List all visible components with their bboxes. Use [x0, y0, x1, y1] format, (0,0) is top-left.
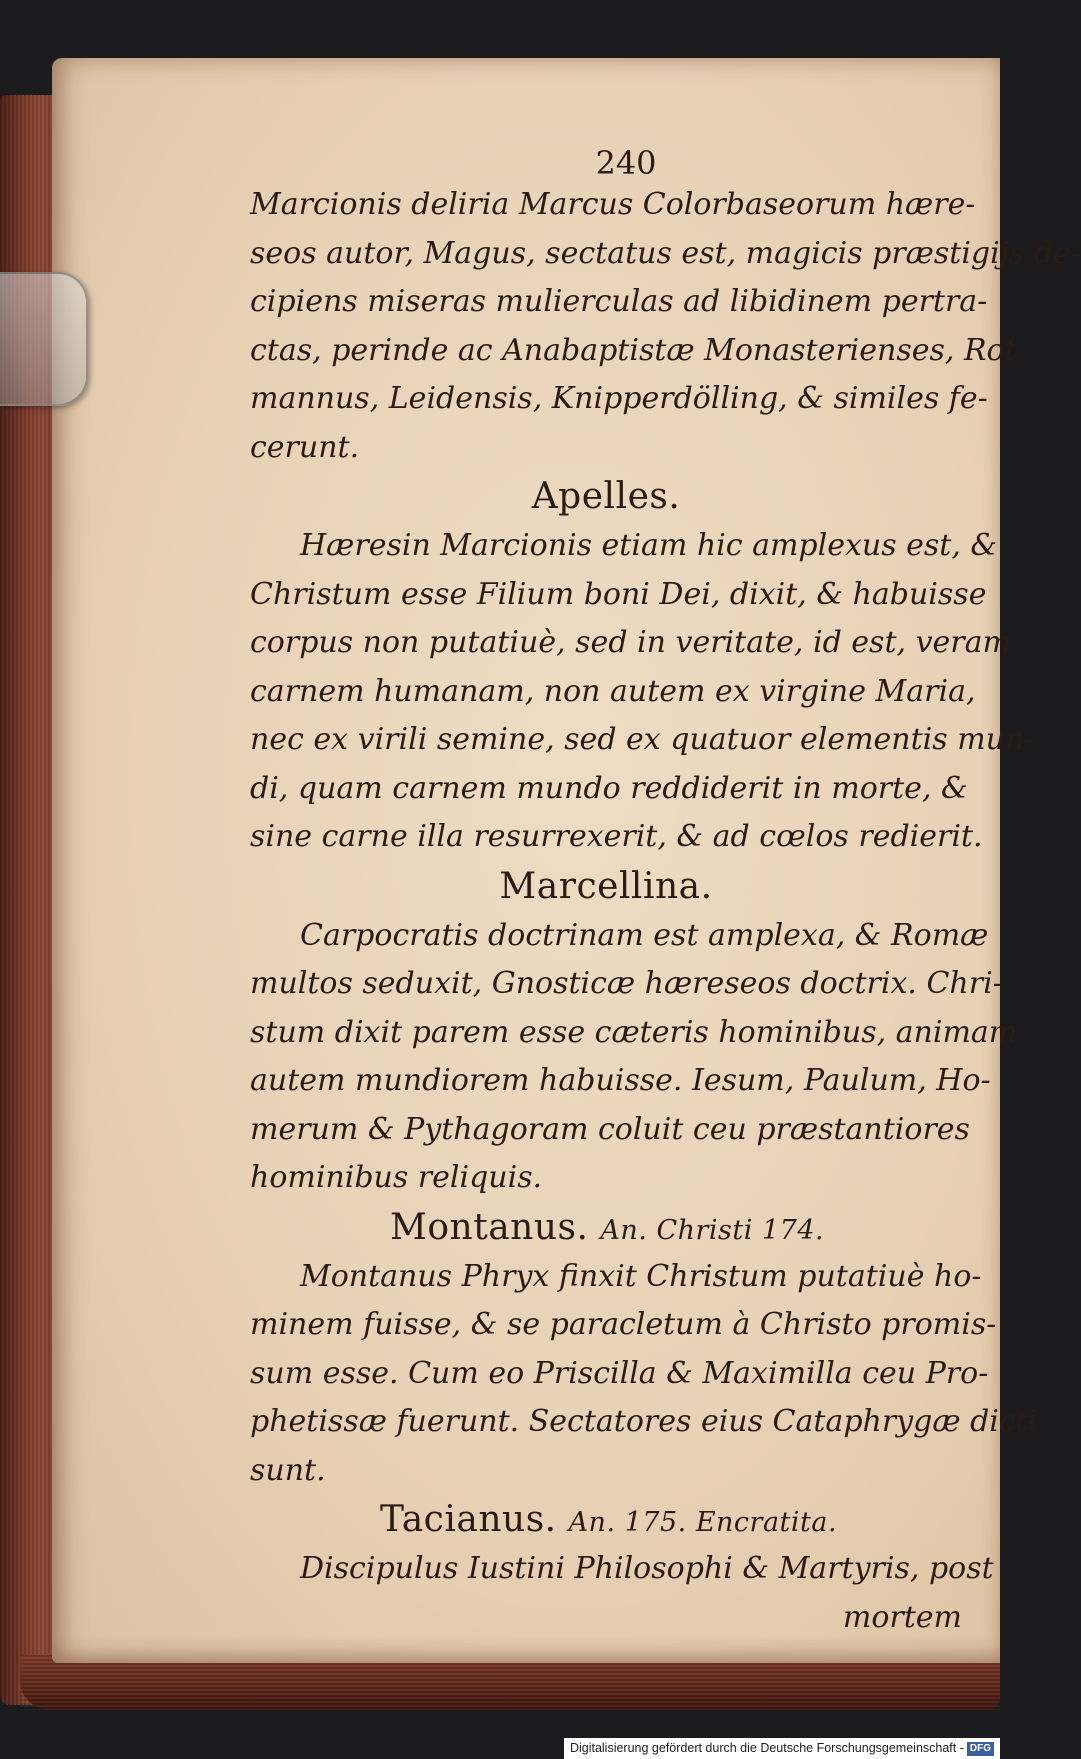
- footer-text: Digitalisierung gefördert durch die Deutsche Forschungsgemeinschaft -: [569, 1741, 964, 1755]
- text-line: sunt.: [250, 1452, 326, 1488]
- text-line: Christum esse Filium boni Dei, dixit, & habuisse: [250, 576, 987, 612]
- text-line: merum & Pythagoram coluit ceu præstantiores: [250, 1111, 970, 1147]
- section-heading-note: An. 175. Encratita.: [568, 1507, 838, 1538]
- text-line: sine carne illa resurrexerit, & ad cœlos redierit.: [250, 819, 983, 854]
- text-line: Marcionis deliria Marcus Colorbaseorum hære-: [250, 187, 976, 222]
- section-heading-note: An. Christi 174.: [600, 1214, 825, 1246]
- book-page-edges-bottom: [20, 1655, 1000, 1710]
- text-line: carnem humanam, non autem ex virgine Maria,: [250, 673, 976, 709]
- text-line: sum esse. Cum eo Priscilla & Maximilla ceu Pro-: [250, 1355, 989, 1391]
- section-paragraph-apelles: [250, 522, 1035, 862]
- section-heading-title: Montanus.: [390, 1206, 589, 1248]
- text-line: mannus, Leidensis, Knipperdölling, & similes fe-: [250, 381, 988, 416]
- section-paragraph-marcellina: [250, 912, 1018, 1203]
- text-line: hominibus reliquis.: [250, 1160, 543, 1195]
- text-line: autem mundiorem habuisse. Iesum, Paulum, Ho-: [250, 1063, 991, 1098]
- page-clip: [0, 272, 88, 406]
- section-heading-title: Apelles.: [531, 476, 681, 517]
- text-line: Montanus Phryx finxit Christum putatiuè ho-: [300, 1258, 982, 1294]
- section-heading-montanus: [250, 1203, 962, 1253]
- text-line: seos autor, Magus, sectatus est, magicis præstigijs de-: [250, 235, 1081, 271]
- text-line: nec ex virili semine, sed ex quatuor elementis mun-: [250, 722, 1035, 757]
- digitization-footer: [564, 1738, 1000, 1759]
- catchword: mortem: [842, 1599, 962, 1635]
- section-heading-marcellina: [250, 862, 962, 912]
- text-line: di, quam carnem mundo reddiderit in morte, &: [250, 770, 968, 806]
- text-line: Hæresin Marcionis etiam hic amplexus est, &: [300, 528, 998, 563]
- text-line: ctas, perinde ac Anabaptistæ Monasterienses, Rot-: [250, 332, 1027, 368]
- page-number: 240: [595, 144, 657, 182]
- section-paragraph-montanus: [250, 1253, 1038, 1496]
- text-line: multos seduxit, Gnosticæ hæreseos doctrix. Chri-: [250, 966, 1003, 1001]
- text-line: cipiens miseras mulierculas ad libidinem pertra-: [250, 284, 988, 319]
- text-line: phetissæ fuerunt. Sectatores eius Cataphrygæ dicti: [250, 1404, 1038, 1439]
- dfg-logo: DFG: [967, 1742, 994, 1756]
- text-line: minem fuisse, & se paracletum à Christo promis-: [250, 1307, 997, 1342]
- section-heading-title: Tacianus.: [380, 1499, 557, 1540]
- section-heading-title: Marcellina.: [499, 865, 713, 907]
- section-heading-tacianus: [250, 1495, 962, 1545]
- text-line: corpus non putatiuè, sed in veritate, id est, veram: [250, 625, 1011, 660]
- section-paragraph-tacianus: [250, 1545, 994, 1642]
- page-text-block: [250, 144, 1081, 1642]
- text-line: Discipulus Iustini Philosophi & Martyris, post: [300, 1551, 994, 1586]
- text-line: cerunt.: [250, 429, 360, 465]
- intro-paragraph: [250, 181, 1081, 472]
- section-heading-apelles: [250, 472, 962, 522]
- text-line: Carpocratis doctrinam est amplexa, & Romæ: [300, 917, 989, 953]
- text-line: stum dixit parem esse cæteris hominibus, animam: [250, 1014, 1018, 1050]
